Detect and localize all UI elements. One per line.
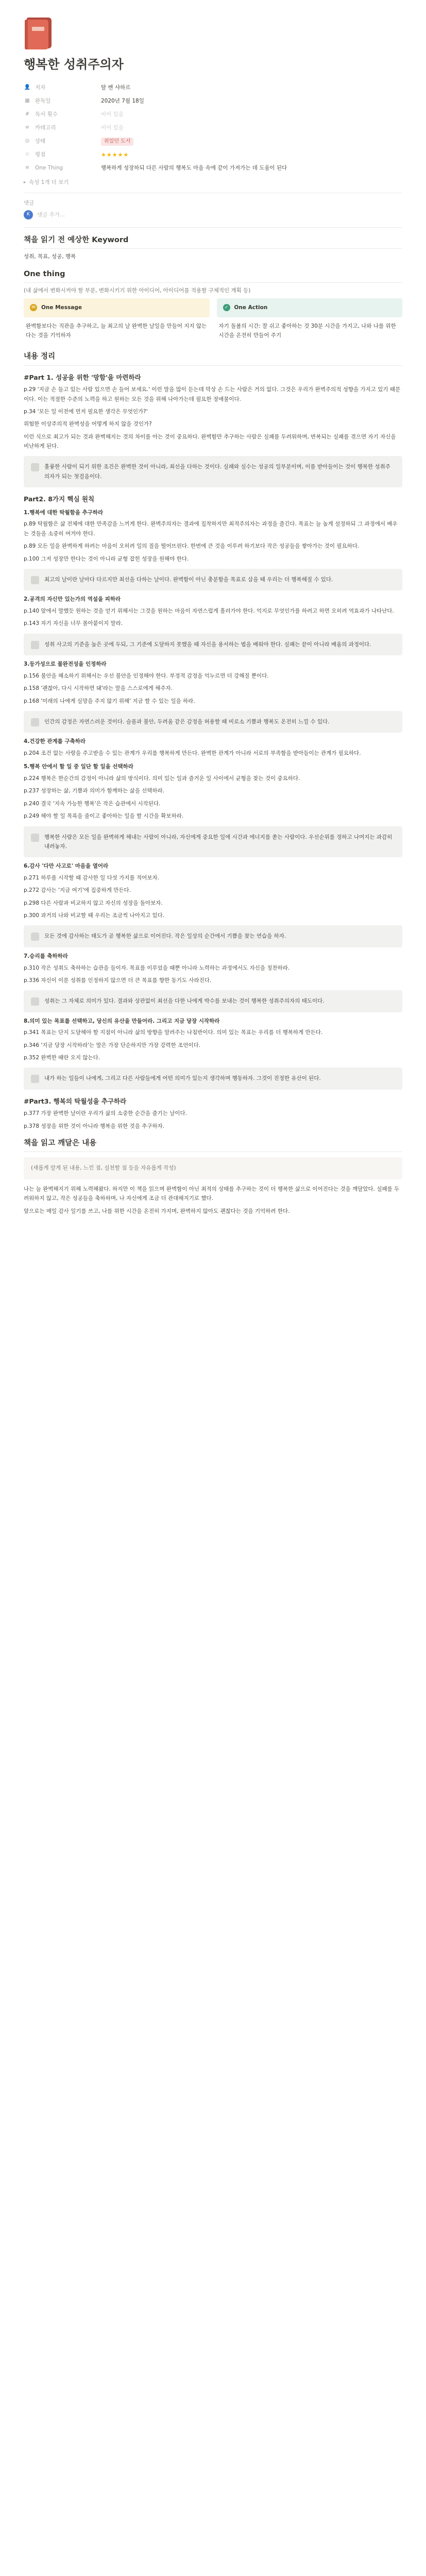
paragraph: p.89 탁월함은 삶 전체에 대한 만족감을 느끼게 한다. 완벽주의자는 결과에 집착하지만 최적주의자는 과정을 즐긴다. 목표는 늘 높게 설정하되 그 과정에서 배우는 것들을 소중히 여겨야 한다. bbox=[24, 521, 398, 537]
callout-text: 성취는 그 자체로 의미가 있다. 결과와 상관없이 최선을 다한 나에게 박수를 보내는 것이 행복한 성취주의자의 태도이다. bbox=[44, 998, 325, 1005]
paragraph: 위험한 이상주의적 완벽성을 어떻게 하지 않을 것인가? bbox=[24, 421, 152, 428]
notion-page bbox=[0, 0, 426, 1242]
property-key bbox=[24, 110, 101, 119]
paragraph: p.140 앞에서 말했듯 원하는 것을 얻기 위해서는 그것을 원하는 마음이 자연스럽게 흘러가야 한다. 억지로 무엇인가를 하려고 하면 오히려 역효과가 나타난다. bbox=[24, 607, 394, 614]
callout-text: 행복한 사람은 모든 일을 완벽하게 해내는 사람이 아니라, 자신에게 중요한 일에 시간과 에너지를 쏟는 사람이다. 우선순위를 정하고 나머지는 과감히 내려놓자. bbox=[44, 834, 393, 850]
paragraph: p.346 '지금 당장 시작하라'는 말은 가장 단순하지만 가장 강력한 조언이다. bbox=[24, 1042, 201, 1048]
paragraph: p.336 자신이 이룬 성취를 인정하지 않으면 더 큰 목표를 향한 동기도 사라진다. bbox=[24, 977, 212, 984]
property-key-label: 저자 bbox=[35, 84, 46, 91]
paragraph: p.29 '지금 손 들고 있는 사람 있으면 손 들어 보세요.' 이런 말을 많이 듣는데 막상 손 드는 사람은 거의 없다. 그것은 우리가 완벽주의적 성향을 가지고 있기 때문이다. 이는 적절한 수준의 노력을 하고 원하는 모든 것을 위해 나아가는데 필요한 장애물이다. bbox=[24, 386, 401, 402]
one-message-column bbox=[24, 298, 210, 344]
property-row[interactable] bbox=[24, 161, 402, 175]
paragraph: 나는 늘 완벽해지기 위해 노력해왔다. 하지만 이 책을 읽으며 완벽함이 아닌 최적의 상태를 추구하는 것이 더 행복한 삶으로 이어진다는 것을 깨달았다. 실패를 두려워하지 않고, 작은 성공들을 축하하며, 나 자신에게 조금 더 관대해지기로 했다. bbox=[24, 1185, 400, 1202]
more-properties-toggle[interactable] bbox=[24, 178, 402, 187]
paragraph: p.156 불안을 해소하기 위해서는 우선 불안을 인정해야 한다. 부정적 감정을 억누르면 더 강해질 뿐이다. bbox=[24, 672, 269, 679]
paragraph: p.377 가장 완벽한 날이란 우리가 삶의 소중한 순간을 즐기는 날이다. bbox=[24, 1110, 187, 1117]
paragraph: p.89 모든 일을 완벽하게 하려는 마음이 오히려 일의 질을 떨어뜨린다. 한번에 큰 것을 이루려 하기보다 작은 성공들을 쌓아가는 것이 필요하다. bbox=[24, 543, 360, 550]
person-icon: 👤 bbox=[24, 84, 31, 91]
callout bbox=[24, 826, 402, 858]
part1-heading: #Part 1. 성공을 위한 '망함'을 마련하라 bbox=[24, 373, 141, 381]
section-one-thing-heading: One thing bbox=[24, 269, 402, 283]
callout-icon bbox=[31, 718, 39, 726]
property-row[interactable] bbox=[24, 94, 402, 108]
paragraph: p.100 그저 성장만 한다는 것이 아니라 균형 잡힌 성장을 원해야 한다. bbox=[24, 555, 189, 562]
callout bbox=[24, 711, 402, 733]
list-icon: ≡ bbox=[25, 125, 30, 131]
property-row[interactable] bbox=[24, 121, 402, 134]
property-key-label: One Thing bbox=[35, 165, 63, 171]
callout-icon bbox=[31, 641, 39, 649]
property-value[interactable] bbox=[101, 96, 144, 106]
paragraph: p.204 조건 없는 사랑을 주고받을 수 있는 관계가 우리를 행복하게 만든다. 완벽한 관계가 아니라 서로의 부족함을 받아들이는 관계가 필요하다. bbox=[24, 750, 361, 756]
paragraph: p.158 '괜찮아, 다시 시작하면 돼'라는 말을 스스로에게 해주자. bbox=[24, 685, 173, 692]
chevron-right-icon: ▸ bbox=[24, 180, 26, 185]
book-icon[interactable] bbox=[24, 16, 54, 50]
paragraph: p.272 감사는 '지금 여기'에 집중하게 만든다. bbox=[24, 887, 131, 894]
property-key-label: 평점 bbox=[35, 151, 46, 158]
principle-heading: 4.건강한 관계를 구축하라 bbox=[24, 738, 86, 745]
divider bbox=[24, 227, 402, 228]
callout bbox=[24, 990, 402, 1012]
property-value[interactable] bbox=[101, 163, 287, 173]
one-action-label: One Action bbox=[234, 304, 268, 311]
paragraph: p.34 '모든 일 이전에 먼저 필요한 생각은 무엇인가?' bbox=[24, 408, 148, 415]
paragraph: p.271 하루를 시작할 때 감사한 일 다섯 가지를 적어보자. bbox=[24, 874, 159, 881]
comments-label: 댓글 bbox=[24, 199, 35, 206]
property-key bbox=[24, 83, 101, 92]
principle-heading: 2.공격의 자신만 있는가의 역설을 피하라 bbox=[24, 596, 121, 603]
callout-text: 모든 것에 감사하는 태도가 곧 행복한 삶으로 이어진다. 작은 일상의 순간에서 기쁨을 찾는 연습을 하자. bbox=[44, 933, 286, 940]
paragraph: p.143 자기 자신을 너무 몰아붙이지 말라. bbox=[24, 620, 123, 627]
property-key bbox=[24, 137, 101, 146]
callout-text: 최고의 날이란 날마다 다르지만 최선을 다하는 날이다. 완벽함이 아닌 충분함을 목표로 삼을 때 우리는 더 행복해질 수 있다. bbox=[44, 576, 333, 583]
callout-text: 내가 하는 일들이 나에게, 그리고 다른 사람들에게 어떤 의미가 있는지 생각하며 행동하자. 그것이 진정한 유산이 된다. bbox=[44, 1075, 321, 1082]
section-summary-heading: 내용 정리 bbox=[24, 351, 402, 365]
empty-value: 비어 있음 bbox=[101, 111, 124, 117]
comment-row[interactable] bbox=[24, 208, 402, 222]
paragraph: p.378 성장을 위한 것이 아니라 행복을 위한 것을 추구하자. bbox=[24, 1123, 165, 1129]
part3-heading: #Part3. 행복의 탁월성을 추구하라 bbox=[24, 1097, 127, 1105]
property-value[interactable] bbox=[101, 150, 129, 160]
property-row[interactable] bbox=[24, 108, 402, 121]
property-value-text: 2020년 7월 18일 bbox=[101, 98, 144, 104]
principle-heading: 8.의미 있는 목표를 선택하고, 당신의 유산을 만들어라. 그리고 지금 당장 시작하라 bbox=[24, 1018, 220, 1024]
paragraph: p.352 완벽한 때란 오지 않는다. bbox=[24, 1055, 100, 1061]
property-row[interactable] bbox=[24, 81, 402, 94]
callout bbox=[24, 925, 402, 947]
section-after-heading: 책을 읽고 깨달은 내용 bbox=[24, 1138, 402, 1152]
one-thing-columns bbox=[24, 298, 402, 344]
property-value[interactable] bbox=[101, 123, 124, 132]
callout-icon bbox=[31, 997, 39, 1006]
paragraph: p.298 다른 사람과 비교하지 않고 자신의 성장을 돌아보자. bbox=[24, 900, 163, 906]
callout-text: 훌륭한 사람이 되기 위한 조건은 완벽한 것이 아니라, 최선을 다하는 것이다. 실패와 실수는 성공의 일부분이며, 이를 받아들이는 것이 행복한 성취주의자가 되는 첫걸음이다. bbox=[44, 464, 390, 480]
paragraph: 이런 식으로 최고가 되는 것과 완벽해지는 것의 차이를 아는 것이 중요하다. 완벽함만 추구하는 사람은 실패를 두려워하며, 반복되는 실패를 겪으면 자기 자신을 비난하게 된다. bbox=[24, 433, 396, 450]
paragraph: p.168 '미래의 나에게 실망을 주지 않기 위해' 지금 할 수 있는 일을 하라. bbox=[24, 698, 195, 704]
principle-heading: 5.행복 안에서 할 일 중 일단 할 일을 선택하라 bbox=[24, 764, 133, 770]
keywords-text: 성취, 목표, 성공, 행복 bbox=[24, 253, 76, 260]
callout bbox=[24, 569, 402, 590]
callout-text: 인간의 감정은 자연스러운 것이다. 슬픔과 불안, 두려움 같은 감정을 허용할 때 비로소 기쁨과 행복도 온전히 느낄 수 있다. bbox=[44, 718, 330, 725]
one-action-text: 자기 돌봄의 시간: 잘 쉬고 좋아하는 것 30분 시간을 가지고, 나와 나를 위한 시간을 온전히 만들어 주기 bbox=[218, 323, 396, 339]
callout-icon bbox=[31, 1075, 39, 1083]
after-desc-callout bbox=[24, 1157, 402, 1179]
principle-heading: 3.등가성으로 불완전성을 인정하라 bbox=[24, 661, 107, 668]
more-properties-label: 속성 1개 더 보기 bbox=[29, 179, 69, 186]
avatar: K bbox=[24, 210, 33, 219]
part1-body bbox=[24, 385, 402, 451]
hash-icon: # bbox=[25, 111, 30, 117]
paragraph: p.300 과거의 나와 비교할 때 우리는 조금씩 나아지고 있다. bbox=[24, 912, 165, 919]
after-body bbox=[24, 1184, 402, 1216]
callout-icon bbox=[31, 834, 39, 842]
one-thing-description: (내 삶에서 변화시켜야 할 부분, 변화시키기 위한 아이디어, 아이디어를 적용할 구체적인 계획 등) bbox=[24, 287, 251, 294]
property-value-text: 탈 벤 샤하르 bbox=[101, 84, 131, 91]
section-keyword-heading: 책을 읽기 전 예상한 Keyword bbox=[24, 235, 402, 249]
one-action-header bbox=[217, 298, 403, 317]
empty-value: 비어 있음 bbox=[101, 125, 124, 131]
one-message-label: One Message bbox=[41, 304, 82, 311]
principle-heading: 6.감사 '다만 사고로' 마음을 열어라 bbox=[24, 863, 109, 870]
principles-list bbox=[24, 509, 402, 1090]
comment-input[interactable]: 댓글 추가... bbox=[37, 211, 65, 218]
properties-table bbox=[24, 81, 402, 175]
property-value[interactable] bbox=[101, 110, 124, 119]
property-row[interactable] bbox=[24, 148, 402, 161]
property-key-label: 독서 횟수 bbox=[35, 111, 58, 117]
callout-icon bbox=[31, 463, 39, 471]
one-message-text: 완벽함보다는 직관을 추구하고, 늘 최고의 날 완벽한 날일을 만들어 지지 않는다는 것을 기억하자 bbox=[26, 323, 207, 339]
paragraph: p.224 행복은 한순간의 감정이 아니라 삶의 방식이다. 의미 있는 일과 즐거운 일 사이에서 균형을 찾는 것이 중요하다. bbox=[24, 775, 300, 782]
status-badge: 위었던 도서 bbox=[101, 138, 133, 146]
paragraph: p.249 해야 할 일 목록을 줄이고 좋아하는 일을 할 시간을 확보하라. bbox=[24, 813, 184, 820]
callout-text: 성취 사고의 기준을 높은 곳에 두되, 그 기준에 도달하지 못했을 때 자신을 용서하는 법을 배워야 한다. 실패는 끝이 아니라 배움의 과정이다. bbox=[44, 641, 371, 648]
one-action-column bbox=[217, 298, 403, 344]
property-key bbox=[24, 150, 101, 159]
property-key bbox=[24, 123, 101, 132]
callout bbox=[24, 456, 402, 487]
callout bbox=[24, 634, 402, 655]
property-key bbox=[24, 96, 101, 106]
principle-heading: 1.행복에 대한 탁월함을 추구하라 bbox=[24, 509, 104, 516]
property-value-text: 행복하게 성장하되 다른 사람의 행복도 마음 속에 같이 가져가는 데 도움이 된다 bbox=[101, 165, 287, 171]
property-row[interactable] bbox=[24, 134, 402, 148]
paragraph: p.310 작은 성취도 축하하는 습관을 들이자. 목표를 이루었을 때뿐 아니라 노력하는 과정에서도 자신을 칭찬하라. bbox=[24, 964, 290, 971]
part2-heading: Part2. 8가지 핵심 원칙 bbox=[24, 495, 95, 503]
one-message-header bbox=[24, 298, 210, 317]
star-icon: ☆ bbox=[25, 151, 30, 158]
principle-heading: 7.승리를 축하하라 bbox=[24, 953, 68, 959]
status-icon: ◎ bbox=[25, 138, 30, 144]
property-key-label: 카테고리 bbox=[35, 125, 56, 131]
property-key-label: 상태 bbox=[35, 138, 46, 144]
paragraph: 앞으로는 매일 감사 일기를 쓰고, 나를 위한 시간을 온전히 가지며, 완벽하지 않아도 괜찮다는 것을 기억하려 한다. bbox=[24, 1208, 290, 1214]
text-icon: ≡ bbox=[25, 165, 30, 171]
paragraph: p.341 목표는 단지 도달해야 할 지점이 아니라 삶의 방향을 알려주는 나침반이다. 의미 있는 목표는 우리를 더 행복하게 만든다. bbox=[24, 1029, 323, 1036]
rating-stars: ★★★★★ bbox=[101, 151, 129, 158]
callout-icon bbox=[31, 576, 39, 584]
after-desc-text: (새롭게 알게 된 내용, 느낀 점, 실천할 점 등을 자유롭게 작성) bbox=[31, 1165, 176, 1172]
calendar-icon: ▦ bbox=[25, 98, 30, 104]
action-icon: ✓ bbox=[223, 304, 230, 311]
callout bbox=[24, 1067, 402, 1089]
callout-icon bbox=[31, 933, 39, 941]
property-key-label: 완독일 bbox=[35, 98, 51, 104]
page-title[interactable]: 행복한 성취주의자 bbox=[24, 57, 124, 72]
property-key bbox=[24, 163, 101, 173]
paragraph: p.240 결국 '지속 가능한 행복'은 작은 습관에서 시작된다. bbox=[24, 800, 161, 807]
property-value[interactable] bbox=[101, 83, 130, 92]
paragraph: p.237 성장하는 삶, 기쁨과 의미가 함께하는 삶을 선택하라. bbox=[24, 788, 165, 794]
part3-body bbox=[24, 1109, 402, 1131]
message-icon: ✉ bbox=[30, 304, 37, 311]
property-value[interactable] bbox=[101, 137, 133, 146]
